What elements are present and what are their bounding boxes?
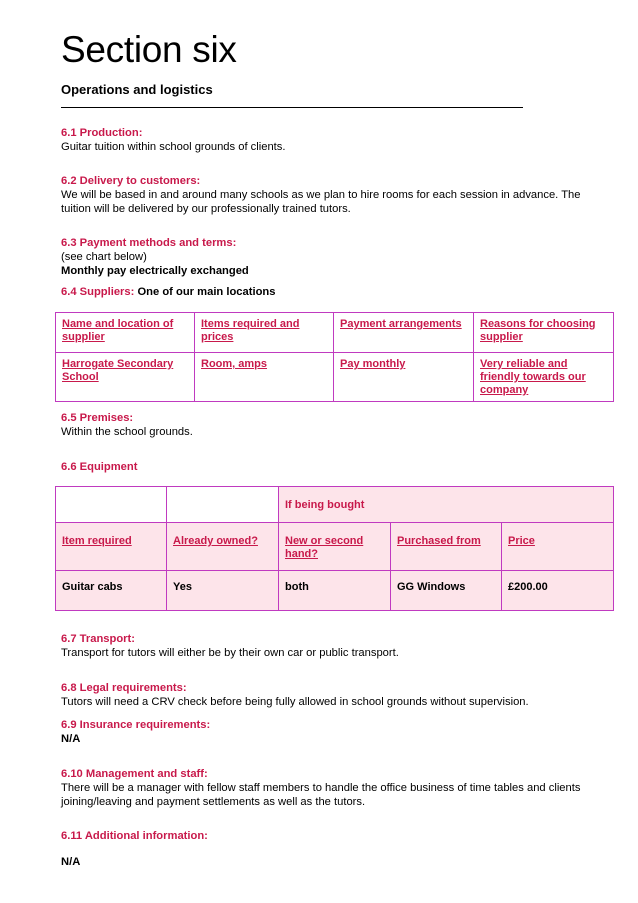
table-cell: GG Windows <box>391 571 502 611</box>
section-legal <box>61 681 601 709</box>
production-text: Guitar tuition within school grounds of clients. <box>61 141 286 153</box>
table-header-cell: Name and location of supplier <box>56 313 195 353</box>
section-insurance <box>61 718 601 746</box>
table-header-cell: Already owned? <box>167 523 279 571</box>
table-header-cell: Payment arrangements <box>334 313 474 353</box>
equipment-heading: 6.6 Equipment <box>61 461 138 473</box>
table-cell: both <box>279 571 391 611</box>
table-group-header-row <box>56 487 614 523</box>
table-header-row <box>56 523 614 571</box>
section-transport <box>61 632 601 660</box>
insurance-text: N/A <box>61 733 81 745</box>
equipment-table <box>55 486 614 611</box>
table-cell: Room, amps <box>195 353 334 402</box>
table-header-cell: Items required and prices <box>195 313 334 353</box>
payment-note: (see chart below) <box>61 251 147 263</box>
legal-heading: 6.8 Legal requirements: <box>61 682 187 694</box>
table-header-row <box>56 313 614 353</box>
suppliers-text: One of our main locations <box>137 286 276 298</box>
table-header-cell: Price <box>502 523 614 571</box>
payment-heading: 6.3 Payment methods and terms: <box>61 237 237 249</box>
table-header-cell: New or second hand? <box>279 523 391 571</box>
production-heading: 6.1 Production: <box>61 127 143 139</box>
management-text: There will be a manager with fellow staff members to handle the office business of time tables and clients joining/leaving and payment settlements as well as the tutors. <box>61 782 581 808</box>
delivery-heading: 6.2 Delivery to customers: <box>61 175 201 187</box>
table-cell: Pay monthly <box>334 353 474 402</box>
section-equipment <box>61 460 601 474</box>
table-cell: Very reliable and friendly towards our company <box>474 353 614 402</box>
section-suppliers <box>61 285 601 299</box>
transport-heading: 6.7 Transport: <box>61 633 135 645</box>
table-row <box>56 353 614 402</box>
additional-text: N/A <box>61 856 81 868</box>
table-row <box>56 571 614 611</box>
management-heading: 6.10 Management and staff: <box>61 768 208 780</box>
group-header-cell: If being bought <box>279 487 614 523</box>
premises-heading: 6.5 Premises: <box>61 412 134 424</box>
table-header-cell: Item required <box>56 523 167 571</box>
table-cell-empty <box>56 487 167 523</box>
section-delivery <box>61 174 601 216</box>
delivery-text: We will be based in and around many schools as we plan to hire rooms for each session in advance. The tuition will be delivered by our professionally trained tutors. <box>61 189 581 215</box>
table-cell: Yes <box>167 571 279 611</box>
additional-heading: 6.11 Additional information: <box>61 830 208 842</box>
table-cell: £200.00 <box>502 571 614 611</box>
suppliers-heading: 6.4 Suppliers: <box>61 286 135 298</box>
section-premises <box>61 411 601 439</box>
payment-text: Monthly pay electrically exchanged <box>61 265 249 277</box>
section-production <box>61 126 601 154</box>
section-management <box>61 767 601 809</box>
legal-text: Tutors will need a CRV check before being fully allowed in school grounds without supervision. <box>61 696 529 708</box>
suppliers-table <box>55 312 614 402</box>
table-header-cell: Purchased from <box>391 523 502 571</box>
page-title: Section six <box>61 29 237 70</box>
premises-text: Within the school grounds. <box>61 426 193 438</box>
table-cell: Guitar cabs <box>56 571 167 611</box>
section-additional <box>61 829 601 869</box>
table-cell-empty <box>167 487 279 523</box>
title-divider <box>61 107 523 108</box>
transport-text: Transport for tutors will either be by their own car or public transport. <box>61 647 399 659</box>
section-payment <box>61 236 601 278</box>
page-subtitle: Operations and logistics <box>61 82 213 97</box>
table-cell: Harrogate Secondary School <box>56 353 195 402</box>
insurance-heading: 6.9 Insurance requirements: <box>61 719 211 731</box>
table-header-cell: Reasons for choosing supplier <box>474 313 614 353</box>
